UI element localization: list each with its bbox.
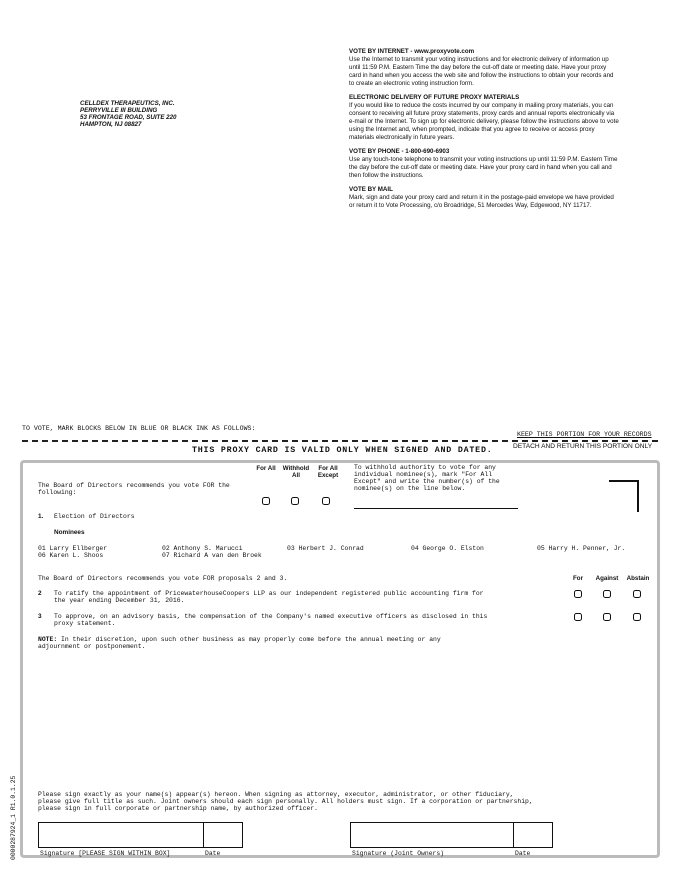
item-2-text: To ratify the appointment of PricewaterhouseCoopers LLP as our independent registered public accounting firm for the year ending December 31, 2016.	[54, 590, 484, 604]
control-code: 0000287924_1 R1.0.1.25	[10, 775, 17, 860]
vote-by-internet-section	[349, 48, 619, 88]
nominee-name: Harry H. Penner, Jr.	[548, 545, 626, 552]
keep-portion-label: KEEP THIS PORTION FOR YOUR RECORDS	[517, 431, 652, 438]
nominee-number: 04	[411, 545, 419, 552]
nominee-02	[162, 545, 243, 552]
for-all-checkbox[interactable]	[262, 497, 270, 505]
board-recommendation-2: The Board of Directors recommends you vote FOR proposals 2 and 3.	[38, 575, 288, 582]
nominee-number: 03	[287, 545, 295, 552]
nominee-01	[38, 545, 107, 552]
nominee-number: 07	[162, 552, 170, 559]
item-3-for-checkbox[interactable]	[574, 613, 582, 621]
date-label: Date	[205, 850, 221, 857]
item-2-abstain-checkbox[interactable]	[633, 590, 641, 598]
joint-date-box[interactable]	[513, 822, 553, 848]
section-body: Use the Internet to transmit your voting instructions and for electronic delivery of information up until 11:59 P.M. Eastern Time the day before the cut-off date or meeting date. Have your proxy card in hand when you access the web site and follow the instructions to obtain your records and to create an electronic voting instruction form.	[349, 56, 614, 87]
against-header: Against	[595, 575, 619, 582]
address-line: PERRYVILLE III BUILDING	[80, 107, 158, 114]
joint-date-label: Date	[515, 850, 531, 857]
date-box[interactable]	[203, 822, 243, 848]
nominee-06	[38, 552, 103, 559]
signature-box[interactable]	[38, 822, 204, 848]
section-body: If you would like to reduce the costs incurred by our company in mailing proxy materials, you can consent to receiving all future proxy statements, proxy cards and annual reports electronically via e-mail or the Internet. To sign up for electronic delivery, please follow the instructions above to vote using the Internet and, when prompted, indicate that you agree to receive or access proxy materials electronically in future years.	[349, 102, 619, 141]
withhold-instruction: To withhold authority to vote for any individual nominee(s), mark "For All Except" and write the number(s) of the nominee(s) on the line below.	[354, 464, 500, 492]
withhold-all-header: Withhold All	[282, 465, 310, 479]
item-3-number: 3	[38, 613, 42, 620]
note-label: NOTE:	[38, 636, 58, 643]
nominee-number: 01	[38, 545, 46, 552]
nominees-label: Nominees	[54, 529, 85, 536]
for-all-except-checkbox[interactable]	[322, 497, 330, 505]
nominee-number: 02	[162, 545, 170, 552]
nominee-name: Anthony S. Marucci	[173, 545, 243, 552]
vote-by-mail-section	[349, 186, 619, 210]
address-line: HAMPTON, NJ 08827	[80, 121, 142, 128]
section-heading: VOTE BY MAIL	[349, 186, 393, 193]
note	[38, 636, 478, 650]
item-2-number: 2	[38, 590, 42, 597]
abstain-header: Abstain	[626, 575, 650, 582]
nominee-exception-line[interactable]	[354, 508, 518, 509]
nominee-name: Richard A van den Broek	[173, 552, 262, 559]
detach-line	[22, 440, 658, 442]
nominee-name: Herbert J. Conrad	[298, 545, 364, 552]
for-all-except-header: For All Except	[317, 465, 339, 479]
for-header: For	[573, 575, 583, 582]
voting-instructions	[349, 48, 619, 216]
corner-mark	[609, 480, 639, 512]
address-line: 53 FRONTAGE ROAD, SUITE 220	[80, 114, 177, 121]
signature-label: Signature [PLEASE SIGN WITHIN BOX]	[40, 850, 171, 857]
board-recommendation-1: The Board of Directors recommends you vote FOR the following:	[38, 482, 230, 496]
nominee-05	[537, 545, 625, 552]
item-2-against-checkbox[interactable]	[603, 590, 611, 598]
nominee-name: Larry Ellberger	[49, 545, 108, 552]
section-body: Use any touch-tone telephone to transmit your voting instructions up until 11:59 P.M. Eastern Time the day before the cut-off date or meeting date. Have your proxy card in hand when you call and then follow the instructions.	[349, 156, 618, 179]
return-address	[80, 100, 177, 128]
nominee-number: 05	[537, 545, 545, 552]
item-1-number: 1.	[38, 513, 44, 520]
item-3-against-checkbox[interactable]	[603, 613, 611, 621]
electronic-delivery-section	[349, 94, 619, 142]
section-body: Mark, sign and date your proxy card and return it in the postage-paid envelope we have provided or return it to Vote Processing, c/o Broadridge, 51 Mercedes Way, Edgewood, NY 11717.	[349, 194, 614, 209]
nominee-04	[411, 545, 484, 552]
item-3-abstain-checkbox[interactable]	[633, 613, 641, 621]
nominee-03	[287, 545, 364, 552]
nominee-name: George O. Elston	[422, 545, 484, 552]
address-line: CELLDEX THERAPEUTICS, INC.	[80, 100, 175, 107]
ink-instruction: TO VOTE, MARK BLOCKS BELOW IN BLUE OR BLACK INK AS FOLLOWS:	[22, 425, 256, 432]
nominee-name: Karen L. Shoos	[49, 552, 104, 559]
vote-by-phone-section	[349, 148, 619, 180]
detach-notice: DETACH AND RETURN THIS PORTION ONLY	[513, 443, 653, 450]
section-heading: VOTE BY PHONE - 1-800-690-6903	[349, 148, 450, 155]
withhold-all-checkbox[interactable]	[291, 497, 299, 505]
item-1-text: Election of Directors	[54, 513, 135, 520]
note-text: In their discretion, upon such other business as may properly come before the annual meeting or any adjournment or postponement.	[38, 636, 441, 650]
valid-notice: THIS PROXY CARD IS VALID ONLY WHEN SIGNED AND DATED.	[192, 446, 493, 455]
section-heading: ELECTRONIC DELIVERY OF FUTURE PROXY MATERIALS	[349, 94, 520, 101]
sign-instruction: Please sign exactly as your name(s) appear(s) hereon. When signing as attorney, executor, administrator, or other fiduciary, please give full title as such. Joint owners should each sign personally. All holders must sign. If a corporation or partnership, please sign in full corporate or partnership name, by authorized officer.	[38, 791, 533, 812]
joint-signature-box[interactable]	[350, 822, 514, 848]
nominee-07	[162, 552, 262, 559]
nominee-number: 06	[38, 552, 46, 559]
for-all-header: For All	[256, 465, 276, 472]
joint-signature-label: Signature (Joint Owners)	[352, 850, 445, 857]
item-3-text: To approve, on an advisory basis, the compensation of the Company's named executive officers as disclosed in this proxy statement.	[54, 613, 488, 627]
section-heading: VOTE BY INTERNET - www.proxyvote.com	[349, 48, 475, 55]
item-2-for-checkbox[interactable]	[574, 590, 582, 598]
